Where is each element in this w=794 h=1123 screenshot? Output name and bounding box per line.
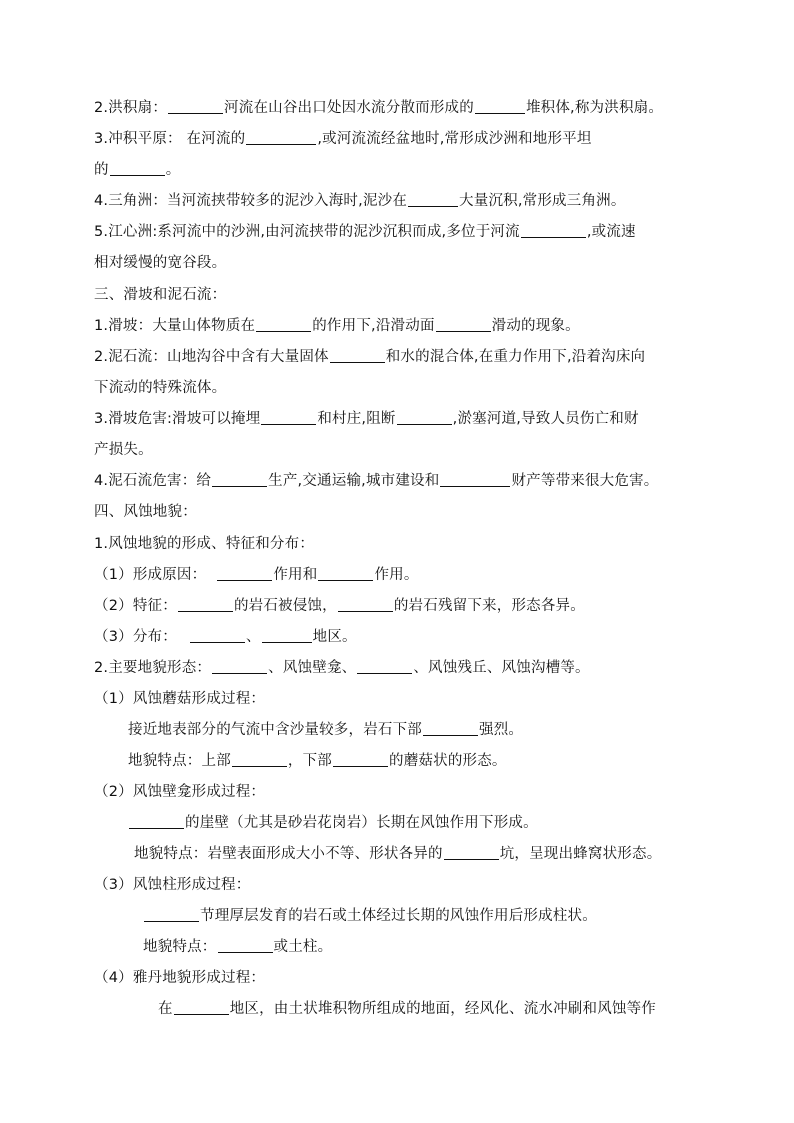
text-line [94, 316, 580, 336]
text-segment: 的岩石残留下来，形态各异。 [393, 598, 585, 614]
text-segment: 四、风蚀地貌： [94, 504, 197, 520]
text-line [128, 751, 507, 771]
text-segment: 地貌特点：岩壁表面形成大小不等、形状各异的 [134, 846, 443, 862]
fill-in-blank [110, 161, 165, 176]
text-line [94, 129, 592, 149]
text-line [94, 596, 585, 616]
text-segment: 地区。 [312, 629, 357, 645]
text-line [94, 565, 419, 585]
fill-in-blank [174, 1000, 229, 1015]
text-segment: ,淤塞河道,导致人员伤亡和财 [452, 411, 639, 427]
text-segment: （2）风蚀壁龛形成过程： [94, 784, 266, 800]
fill-in-blank [521, 223, 586, 238]
text-line [94, 875, 250, 895]
text-line [128, 813, 538, 833]
text-segment: 三、滑坡和泥石流： [94, 287, 227, 303]
text-segment: 和水的混合体,在重力作用下,沿着沟床向 [385, 349, 646, 365]
text-segment: 的作用下,沿滑动面 [312, 318, 435, 334]
fill-in-blank [408, 192, 458, 207]
text-line [143, 906, 597, 926]
fill-in-blank [178, 597, 233, 612]
text-segment: 生产,交通运输,城市建设和 [268, 473, 440, 489]
fill-in-blank [261, 410, 316, 425]
text-line [94, 658, 590, 678]
text-segment: （4）雅丹地貌形成过程： [94, 970, 266, 986]
text-line [94, 440, 153, 460]
text-segment: 、风蚀壁龛、 [268, 660, 357, 676]
fill-in-blank [232, 752, 287, 767]
text-segment: 财产等带来很大危害。 [511, 473, 659, 489]
text-line [94, 968, 265, 988]
text-segment: 的蘑菇状的形态。 [389, 753, 507, 769]
text-line [94, 98, 663, 118]
text-segment: （2）特征： [94, 598, 177, 614]
text-line [94, 253, 226, 273]
text-segment: 作用和 [273, 567, 318, 583]
text-line [94, 534, 314, 554]
section-heading [94, 285, 226, 305]
text-segment: 或土柱。 [273, 939, 333, 955]
text-line [94, 409, 639, 429]
text-segment: （3）分布： [94, 629, 177, 645]
text-segment: 作用。 [374, 567, 419, 583]
text-segment: 地貌特点： [143, 939, 217, 955]
text-line [94, 689, 265, 709]
fill-in-blank [212, 472, 267, 487]
fill-in-blank [423, 721, 478, 736]
fill-in-blank [397, 410, 452, 425]
text-line [94, 347, 645, 367]
text-segment: 2.泥石流：山地沟谷中含有大量固体 [94, 349, 329, 365]
text-segment: 接近地表部分的气流中含沙量较多，岩石下部 [128, 722, 422, 738]
text-segment: 相对缓慢的宽谷段。 [94, 255, 227, 271]
text-line [94, 378, 226, 398]
text-segment: 大量沉积,常形成三角洲。 [459, 193, 626, 209]
fill-in-blank [246, 130, 316, 145]
text-segment: 4.泥石流危害：给 [94, 473, 212, 489]
text-segment: 、 [245, 629, 261, 645]
text-line [128, 720, 523, 740]
text-segment: 节理厚层发育的岩石或土体经过长期的风蚀作用后形成柱状。 [200, 908, 597, 924]
text-segment: 下流动的特殊流体。 [94, 380, 227, 396]
text-segment: 5.江心洲:系河流中的沙洲,由河流挟带的泥沙沉积而成,多位于河流 [94, 224, 520, 240]
text-line [158, 999, 656, 1019]
text-segment: 产损失。 [94, 442, 153, 458]
text-line [94, 191, 626, 211]
fill-in-blank [262, 628, 312, 643]
text-line [143, 937, 332, 957]
fill-in-blank [318, 566, 373, 581]
text-segment: 和村庄,阻断 [317, 411, 396, 427]
fill-in-blank [357, 659, 412, 674]
text-segment: 的崖壁（尤其是砂岩花岗岩）长期在风蚀作用下形成。 [185, 815, 538, 831]
text-segment: 。 [165, 162, 181, 178]
text-segment: 的 [94, 162, 109, 178]
text-segment: 滑动的现象。 [491, 318, 580, 334]
fill-in-blank [212, 659, 267, 674]
text-line [134, 844, 661, 864]
fill-in-blank [436, 317, 491, 332]
fill-in-blank [129, 814, 184, 829]
text-segment: 1.滑坡：大量山体物质在 [94, 318, 256, 334]
section-heading [94, 502, 197, 522]
fill-in-blank [444, 845, 499, 860]
text-segment: ,或流速 [586, 224, 636, 240]
text-segment: 河流在山谷出口处因水流分散而形成的 [224, 100, 474, 116]
text-segment: 2.洪积扇： [94, 100, 168, 116]
fill-in-blank [475, 99, 525, 114]
fill-in-blank [330, 348, 385, 363]
text-segment: ，下部 [287, 753, 333, 769]
text-segment: 3.滑坡危害:滑坡可以掩埋 [94, 411, 261, 427]
text-segment: 强烈。 [479, 722, 524, 738]
fill-in-blank [338, 597, 393, 612]
text-segment: 地貌特点：上部 [128, 753, 231, 769]
fill-in-blank [217, 566, 272, 581]
text-segment: 2.主要地貌形态： [94, 660, 212, 676]
text-segment: （1）形成原因： [94, 567, 207, 583]
fill-in-blank [144, 907, 199, 922]
text-line [94, 627, 357, 647]
text-line [94, 222, 636, 242]
text-segment: 、风蚀残丘、风蚀沟槽等。 [413, 660, 590, 676]
text-segment: 堆积体,称为洪积扇。 [525, 100, 664, 116]
text-segment: 3.冲积平原： 在河流的 [94, 131, 246, 147]
text-segment: 地区，由土状堆积物所组成的地面，经风化、流水冲刷和风蚀等作 [229, 1001, 657, 1017]
text-segment: （1）风蚀蘑菇形成过程： [94, 691, 266, 707]
text-segment: 1.风蚀地貌的形成、特征和分布： [94, 536, 315, 552]
text-segment: 4.三角洲：当河流挟带较多的泥沙入海时,泥沙在 [94, 193, 408, 209]
text-segment: （3）风蚀柱形成过程： [94, 877, 251, 893]
text-segment: 在 [158, 1001, 173, 1017]
fill-in-blank [256, 317, 311, 332]
text-line [94, 471, 658, 491]
fill-in-blank [440, 472, 510, 487]
text-line [94, 782, 265, 802]
text-segment: 坑，呈现出蜂窝状形态。 [499, 846, 662, 862]
text-line [94, 160, 180, 180]
text-segment: ,或河流流经盆地时,常形成沙洲和地形平坦 [317, 131, 592, 147]
fill-in-blank [218, 938, 273, 953]
fill-in-blank [190, 628, 245, 643]
fill-in-blank [168, 99, 223, 114]
fill-in-blank [333, 752, 388, 767]
text-segment: 的岩石被侵蚀， [233, 598, 337, 614]
